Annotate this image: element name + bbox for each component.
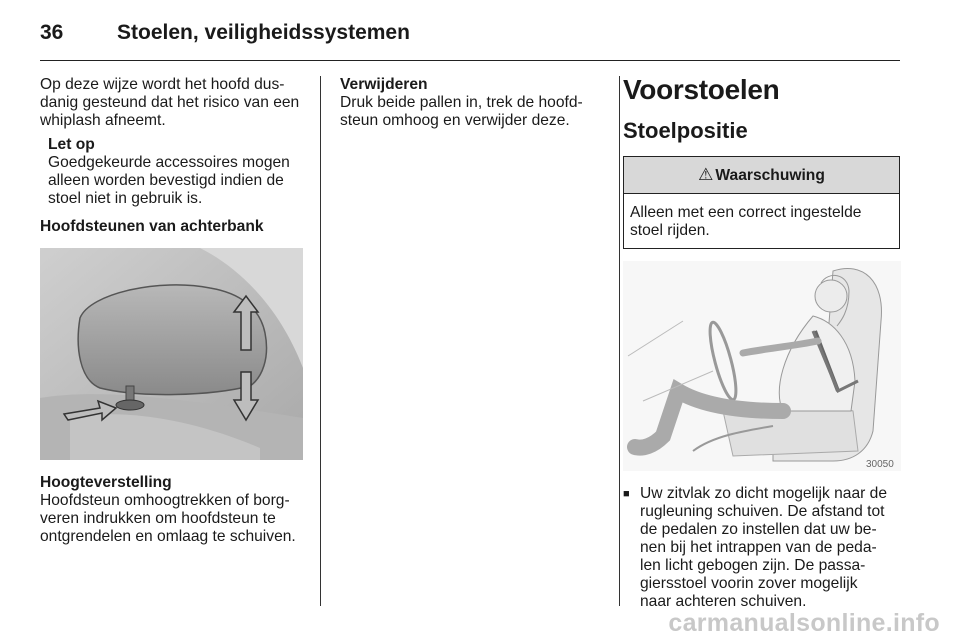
- height-adjust-heading: Hoogteverstelling: [40, 474, 172, 491]
- section-title: Voorstoelen: [623, 74, 780, 105]
- bullet-line-7: naar achteren schuiven.: [640, 593, 807, 610]
- bullet-square-icon: ■: [623, 488, 630, 500]
- page-title: Stoelen, veiligheidssystemen: [117, 21, 410, 44]
- seat-position-illustration: [623, 261, 901, 471]
- note-line-3: stoel niet in gebruik is.: [48, 190, 203, 207]
- warning-box: [623, 156, 900, 249]
- column-divider-1: [320, 76, 321, 606]
- warning-line-1: Alleen met een correct ingestelde: [630, 204, 862, 221]
- bullet-line-3: de pedalen zo instellen dat uw be-: [640, 521, 877, 538]
- height-line-1: Hoofdsteun omhoogtrekken of borg-: [40, 492, 290, 509]
- right-column: [623, 74, 903, 611]
- subsection-title: Stoelpositie: [623, 118, 748, 143]
- warning-header: [624, 157, 899, 194]
- bullet-line-4: nen bij het intrappen van de peda-: [640, 539, 877, 556]
- warning-title: Waarschuwing: [715, 167, 825, 184]
- rear-headrest-illustration: [40, 248, 303, 460]
- warning-body: [624, 194, 899, 248]
- remove-line-2: steun omhoog en verwijder deze.: [340, 112, 570, 129]
- intro-line-2: danig gesteund dat het risico van een: [40, 94, 300, 111]
- page-number: 36: [40, 21, 64, 44]
- warning-triangle-icon: ⚠: [698, 165, 714, 184]
- left-column: [40, 76, 308, 546]
- warning-line-2: stoel rijden.: [630, 222, 710, 239]
- remove-heading: Verwijderen: [340, 76, 428, 93]
- height-line-2: veren indrukken om hoofdsteun te: [40, 510, 276, 527]
- bullet-line-6: giersstoel voorin zover mogelijk: [640, 575, 858, 592]
- watermark: carmanualsonline.info: [668, 609, 940, 637]
- rear-headrest-heading: Hoofdsteunen van achterbank: [40, 218, 264, 235]
- column-divider-2: [619, 76, 620, 606]
- note-line-2: alleen worden bevestigd indien de: [48, 172, 284, 189]
- note-line-1: Goedgekeurde accessoires mogen: [48, 154, 290, 171]
- middle-column: [340, 76, 602, 130]
- intro-line-1: Op deze wijze wordt het hoofd dus-: [40, 76, 285, 93]
- remove-line-1: Druk beide pallen in, trek de hoofd-: [340, 94, 583, 111]
- bullet-line-5: len licht gebogen zijn. De passa-: [640, 557, 866, 574]
- height-line-3: ontgrendelen en omlaag te schuiven.: [40, 528, 296, 545]
- list-item: [623, 485, 903, 611]
- page-header: [40, 18, 900, 61]
- bullet-line-1: Uw zitvlak zo dicht mogelijk naar de: [640, 485, 888, 502]
- bullet-line-2: rugleuning schuiven. De afstand tot: [640, 503, 885, 520]
- note-title: Let op: [48, 136, 95, 153]
- intro-line-3: whiplash afneemt.: [40, 112, 166, 129]
- figure-number: 30050: [866, 459, 894, 470]
- bullet-list: [623, 485, 903, 611]
- note-block: [48, 136, 308, 208]
